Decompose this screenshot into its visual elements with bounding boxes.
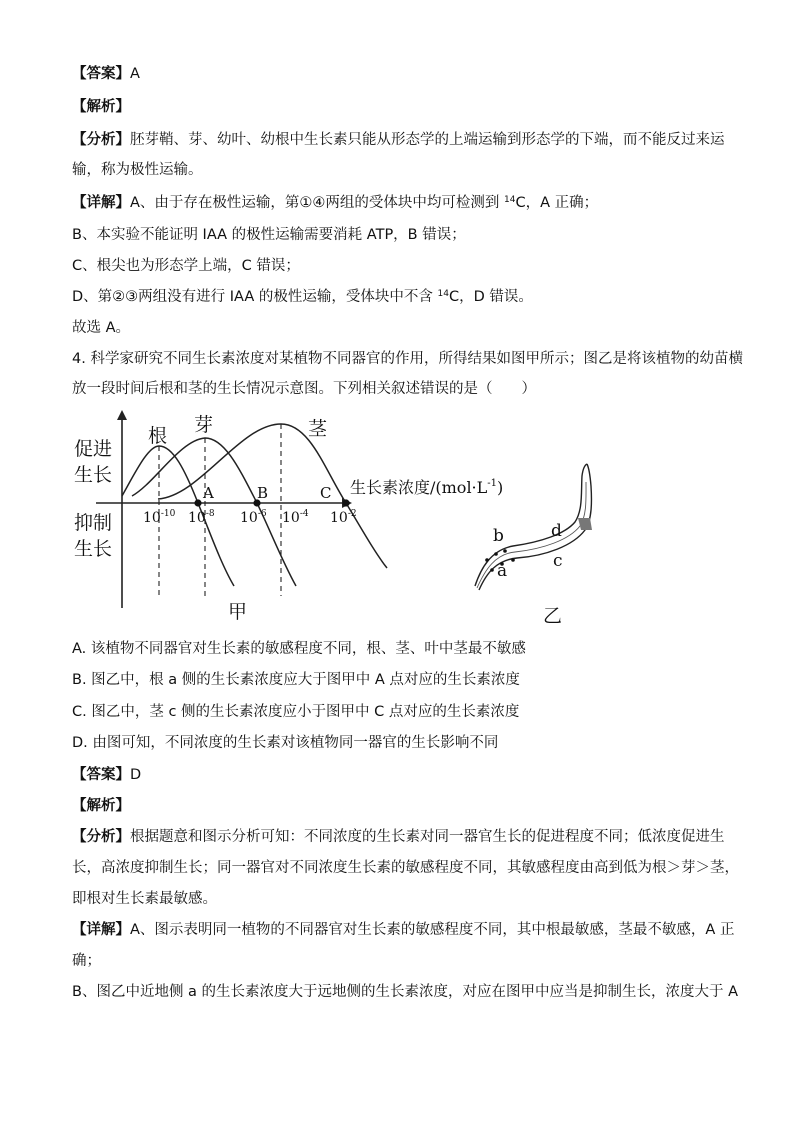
tick-base-4: 10: [330, 510, 348, 526]
x-axis-label-main: 生长素浓度/(mol·L: [350, 478, 488, 497]
q4-stem-line2: 放一段时间后根和茎的生长情况示意图。下列相关叙述错误的是（ ）: [72, 381, 536, 397]
q4-detail-b-line1: B、图乙中近地侧 a 的生长素浓度大于远地侧的生长素浓度，对应在图甲中应当是抑制生长，浓度大于 A: [72, 984, 739, 1000]
fenxi-text: 胚芽鞘、芽、幼叶、幼根中生长素只能从形态学的上端运输到形态学的下端，而不能反过来运: [130, 132, 725, 148]
curve-label-stem: 茎: [308, 418, 328, 440]
detail-tag: 【详解】: [72, 195, 130, 211]
label-promote-2: 生长: [74, 464, 113, 486]
tick-label-4: [330, 509, 357, 526]
figure-yi: [465, 460, 615, 628]
q3-fenxi-line1: [72, 130, 725, 150]
figure-jia-caption: 甲: [228, 601, 248, 623]
tick-label-3: [282, 509, 309, 526]
q4-fenxi-line3: 即根对生长素最敏感。: [72, 891, 217, 907]
q4-fenxi-line2: 长，高浓度抑制生长；同一器官对不同浓度生长素的敏感程度不同，其敏感程度由高到低为根＞芽＞茎，: [72, 860, 739, 876]
seedling-upper-edge: [475, 464, 587, 586]
tick-exp-1: -8: [205, 509, 215, 519]
q4-option-c: C. 图乙中，茎 c 侧的生长素浓度应小于图甲中 C 点对应的生长素浓度: [72, 704, 520, 720]
q3-fenxi-line2: 输，称为极性运输。: [72, 162, 203, 178]
x-axis-label-end: ): [497, 478, 504, 497]
q4-option-d: D. 由图可知，不同浓度的生长素对该植物同一器官的生长影响不同: [72, 735, 499, 751]
q4-answer-line: [72, 765, 141, 785]
q4-detail-a-line2: 确；: [72, 953, 101, 969]
tick-base-3: 10: [282, 510, 300, 526]
q3-detail-d: [72, 287, 533, 307]
tick-base-1: 10: [188, 510, 206, 526]
figure-yi-caption: 乙: [543, 605, 563, 627]
label-promote-1: 促进: [74, 438, 113, 460]
point-b-label: B: [257, 484, 269, 502]
tick-label-2: [240, 509, 267, 526]
root-dot-6: [511, 558, 515, 562]
q3-analysis-tag: [72, 97, 130, 117]
root-curve: [122, 446, 234, 586]
point-c-label: C: [320, 484, 332, 502]
answer-value: D: [130, 767, 142, 783]
detail-d-post: C，D 错误。: [448, 289, 533, 305]
tick-label-1: [188, 509, 215, 526]
q3-detail-b: B、本实验不能证明 IAA 的极性运输需要消耗 ATP，B 错误；: [72, 227, 466, 243]
y-axis-arrow-icon: [117, 410, 127, 420]
analysis-tag: 【解析】: [72, 99, 130, 115]
tick-exp-3: -4: [299, 509, 309, 519]
analysis-tag: 【解析】: [72, 798, 130, 814]
root-dot-2: [494, 552, 498, 556]
label-inhibit-1: 抑制: [74, 512, 113, 534]
label-a: a: [497, 561, 508, 581]
tick-exp-4: -2: [347, 509, 357, 519]
root-dot-1: [485, 558, 489, 562]
label-d: d: [551, 521, 562, 541]
label-c: c: [553, 551, 563, 571]
answer-tag: 【答案】: [72, 66, 130, 82]
tick-base-0: 10: [143, 510, 161, 526]
curve-label-root: 根: [148, 425, 168, 447]
answer-value: A: [130, 66, 140, 82]
label-inhibit-2: 生长: [74, 538, 113, 560]
q3-choose: 故选 A。: [72, 320, 131, 336]
stem-shaded-band: [578, 518, 592, 530]
detail-d-sup: 14: [437, 289, 449, 299]
root-dot-4: [490, 568, 494, 572]
detail-a-text: A、图示表明同一植物的不同器官对生长素的敏感程度不同，其中根最敏感，茎最不敏感，A 正: [130, 922, 735, 938]
point-a-label: A: [203, 484, 214, 502]
root-dot-3: [503, 549, 507, 553]
fenxi-tag: 【分析】: [72, 829, 130, 845]
detail-a-sup: 14: [504, 195, 516, 205]
q4-option-a: A. 该植物不同器官对生长素的敏感程度不同，根、茎、叶中茎最不敏感: [72, 641, 526, 657]
q3-detail-a: [72, 193, 598, 213]
fenxi-tag: 【分析】: [72, 132, 130, 148]
answer-tag: 【答案】: [72, 767, 130, 783]
point-c-dot: [342, 499, 349, 506]
q4-stem-line1: 4. 科学家研究不同生长素浓度对某植物不同器官的作用，所得结果如图甲所示；图乙是将该植物的幼苗横: [72, 351, 743, 367]
q3-detail-c: C、根尖也为形态学上端，C 错误；: [72, 258, 300, 274]
q4-option-b: B. 图乙中，根 a 侧的生长素浓度应大于图甲中 A 点对应的生长素浓度: [72, 672, 520, 688]
tick-exp-2: -6: [257, 509, 267, 519]
q4-analysis-tag: [72, 796, 130, 816]
fenxi-text: 根据题意和图示分析可知：不同浓度的生长素对同一器官生长的促进程度不同；低浓度促进生: [130, 829, 725, 845]
detail-a-pre: A、由于存在极性运输，第①④两组的受体块中均可检测到: [130, 195, 505, 211]
tick-exp-0: -10: [160, 509, 176, 519]
curve-label-bud: 芽: [194, 414, 214, 436]
tick-label-0: [143, 509, 176, 526]
detail-tag: 【详解】: [72, 922, 130, 938]
detail-d-pre: D、第②③两组没有进行 IAA 的极性运输，受体块中不含: [72, 289, 438, 305]
q4-fenxi-line1: [72, 827, 725, 847]
x-axis-label-sup: -1: [487, 478, 498, 489]
q4-detail-a-line1: [72, 920, 734, 940]
q3-answer-line: [72, 64, 140, 84]
point-a-dot: [194, 499, 201, 506]
detail-a-post: C，A 正确；: [515, 195, 599, 211]
label-b: b: [493, 526, 504, 546]
tick-base-2: 10: [240, 510, 258, 526]
